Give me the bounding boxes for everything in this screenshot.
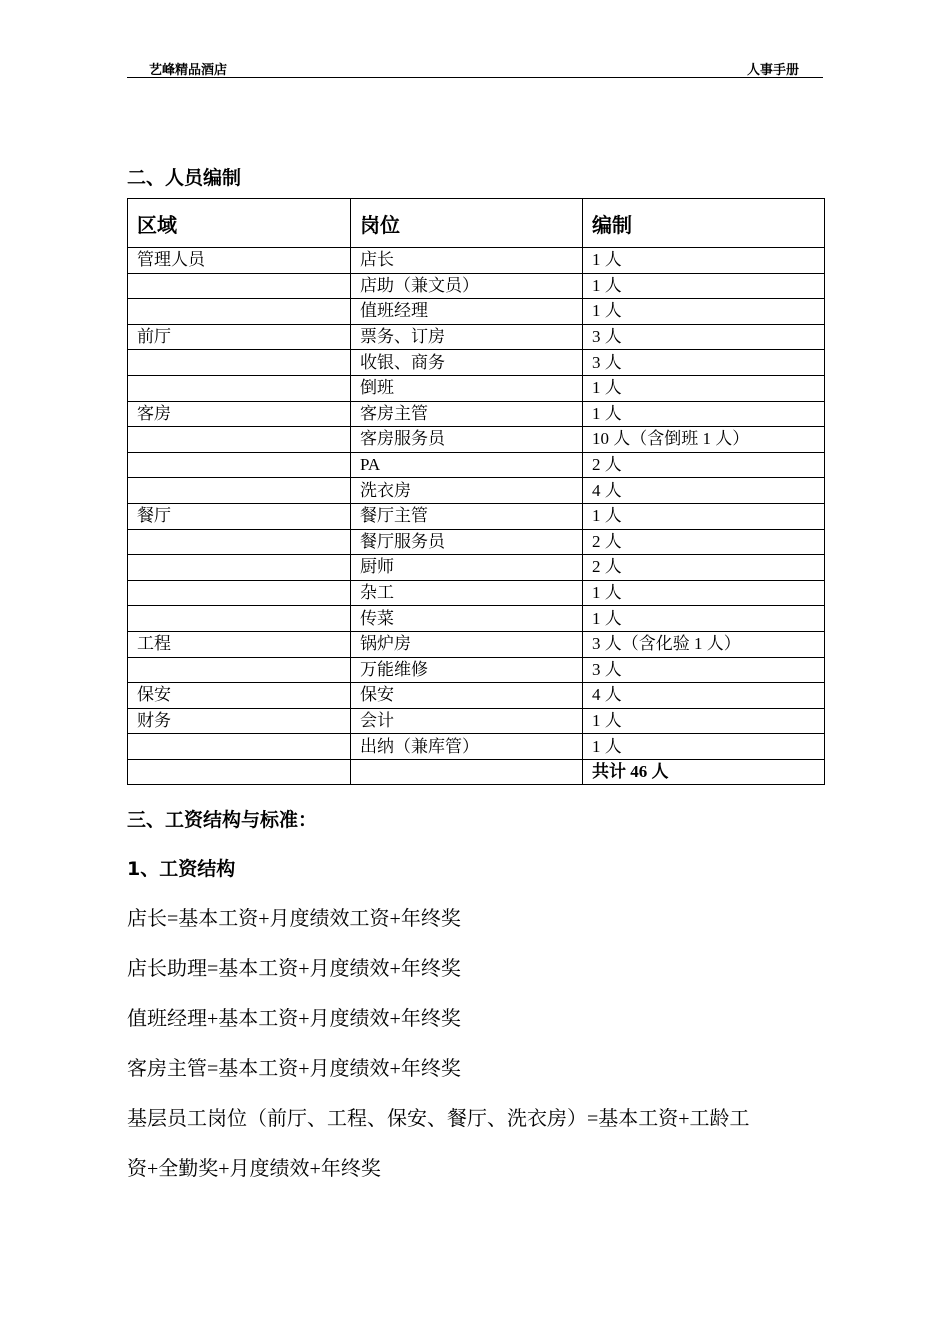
- table-row: [128, 657, 825, 683]
- position-cell: 会计: [351, 708, 583, 734]
- table-row: [128, 350, 825, 376]
- position-cell: 店助（兼文员）: [351, 273, 583, 299]
- area-cell: [128, 555, 351, 581]
- section-staffing-title: 二、人员编制: [127, 167, 242, 189]
- position-cell: 客房主管: [351, 401, 583, 427]
- headcount-cell: 3 人: [583, 324, 825, 350]
- table-row: [128, 708, 825, 734]
- position-cell: 客房服务员: [351, 427, 583, 453]
- position-cell: 锅炉房: [351, 631, 583, 657]
- table-row: [128, 427, 825, 453]
- area-cell: [128, 350, 351, 376]
- position-cell: 倒班: [351, 375, 583, 401]
- table-row: [128, 555, 825, 581]
- headcount-cell: 1 人: [583, 708, 825, 734]
- position-cell: 店长: [351, 248, 583, 274]
- area-cell: [128, 452, 351, 478]
- area-cell: 财务: [128, 708, 351, 734]
- header-hotel-name: 艺峰精品酒店: [149, 63, 228, 78]
- area-cell: [128, 734, 351, 760]
- position-cell: 餐厅服务员: [351, 529, 583, 555]
- table-row: [128, 606, 825, 632]
- page-header: [127, 58, 823, 78]
- table-row: [128, 683, 825, 709]
- headcount-cell: 2 人: [583, 555, 825, 581]
- table-row: [128, 529, 825, 555]
- table-row: [128, 631, 825, 657]
- section-salary-title: 三、工资结构与标准：: [127, 809, 318, 831]
- salary-line: 基层员工岗位（前厅、工程、保安、餐厅、洗衣房）=基本工资+工龄工: [127, 1108, 750, 1130]
- table-total-row: [128, 759, 825, 785]
- area-cell: [128, 580, 351, 606]
- salary-line: 店长助理=基本工资+月度绩效+年终奖: [127, 958, 461, 980]
- header-area: 区域: [128, 199, 351, 248]
- area-cell: 保安: [128, 683, 351, 709]
- salary-structure-subtitle: 1、工资结构: [127, 858, 236, 880]
- salary-line: 店长=基本工资+月度绩效工资+年终奖: [127, 908, 461, 930]
- headcount-cell: 3 人（含化验 1 人）: [583, 631, 825, 657]
- area-cell: 工程: [128, 631, 351, 657]
- headcount-cell: 3 人: [583, 350, 825, 376]
- table-row: [128, 503, 825, 529]
- position-cell: 餐厅主管: [351, 503, 583, 529]
- total-headcount: 共计 46 人: [583, 759, 825, 785]
- table-row: [128, 248, 825, 274]
- headcount-cell: 1 人: [583, 503, 825, 529]
- table-row: [128, 299, 825, 325]
- headcount-cell: 1 人: [583, 273, 825, 299]
- position-cell: 收银、商务: [351, 350, 583, 376]
- table-row: [128, 478, 825, 504]
- table-row: [128, 452, 825, 478]
- position-cell: 传菜: [351, 606, 583, 632]
- header-manual-title: 人事手册: [746, 63, 799, 78]
- area-cell: [128, 299, 351, 325]
- position-cell: 厨师: [351, 555, 583, 581]
- table-row: [128, 273, 825, 299]
- staffing-table: [127, 198, 825, 785]
- header-headcount: 编制: [583, 199, 825, 248]
- headcount-cell: 4 人: [583, 478, 825, 504]
- area-cell: 前厅: [128, 324, 351, 350]
- position-cell: 值班经理: [351, 299, 583, 325]
- headcount-cell: 2 人: [583, 529, 825, 555]
- table-row: [128, 734, 825, 760]
- area-cell: 客房: [128, 401, 351, 427]
- salary-line: 值班经理+基本工资+月度绩效+年终奖: [127, 1008, 461, 1030]
- position-cell: 杂工: [351, 580, 583, 606]
- area-cell: [128, 427, 351, 453]
- headcount-cell: 10 人（含倒班 1 人）: [583, 427, 825, 453]
- headcount-cell: 1 人: [583, 580, 825, 606]
- headcount-cell: 1 人: [583, 299, 825, 325]
- empty-cell: [351, 759, 583, 785]
- headcount-cell: 1 人: [583, 606, 825, 632]
- headcount-cell: 1 人: [583, 734, 825, 760]
- header-position: 岗位: [351, 199, 583, 248]
- table-header-row: [128, 199, 825, 248]
- empty-cell: [128, 759, 351, 785]
- headcount-cell: 3 人: [583, 657, 825, 683]
- area-cell: [128, 375, 351, 401]
- salary-line: 资+全勤奖+月度绩效+年终奖: [127, 1158, 381, 1180]
- position-cell: 票务、订房: [351, 324, 583, 350]
- table-row: [128, 375, 825, 401]
- position-cell: 洗衣房: [351, 478, 583, 504]
- headcount-cell: 1 人: [583, 375, 825, 401]
- headcount-cell: 4 人: [583, 683, 825, 709]
- headcount-cell: 2 人: [583, 452, 825, 478]
- headcount-cell: 1 人: [583, 401, 825, 427]
- area-cell: [128, 657, 351, 683]
- position-cell: PA: [351, 452, 583, 478]
- position-cell: 出纳（兼库管）: [351, 734, 583, 760]
- area-cell: [128, 529, 351, 555]
- area-cell: [128, 273, 351, 299]
- table-row: [128, 580, 825, 606]
- salary-line: 客房主管=基本工资+月度绩效+年终奖: [127, 1058, 461, 1080]
- area-cell: 管理人员: [128, 248, 351, 274]
- table-row: [128, 401, 825, 427]
- area-cell: 餐厅: [128, 503, 351, 529]
- position-cell: 万能维修: [351, 657, 583, 683]
- table-body: [128, 248, 825, 785]
- position-cell: 保安: [351, 683, 583, 709]
- headcount-cell: 1 人: [583, 248, 825, 274]
- area-cell: [128, 478, 351, 504]
- area-cell: [128, 606, 351, 632]
- table-row: [128, 324, 825, 350]
